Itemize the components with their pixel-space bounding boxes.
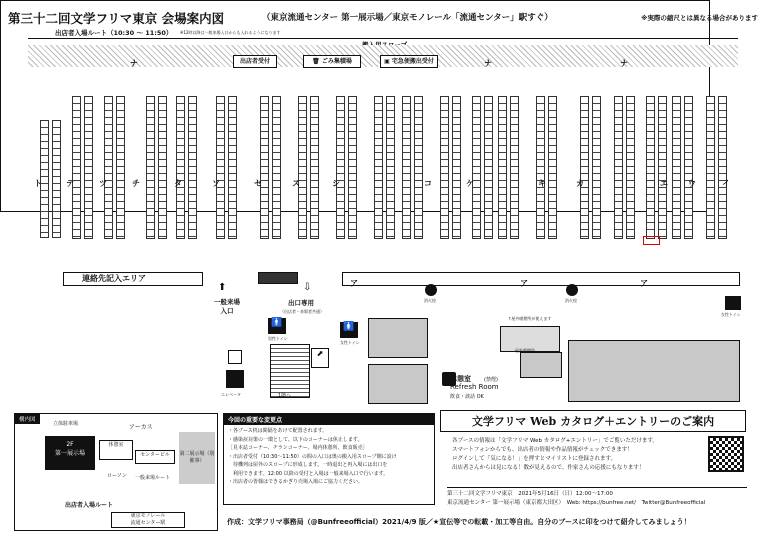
- elevator-icon: [226, 370, 244, 388]
- fire-hydrant-icon: [566, 284, 578, 296]
- package-icon: ▣: [384, 58, 390, 65]
- booth-column: [84, 96, 93, 239]
- booth-column: [298, 96, 307, 239]
- booth-column: [580, 96, 589, 239]
- pillar-block: [368, 318, 428, 358]
- credit-line: 作成：文学フリマ事務局（@Bunfreeofficial）2021/4/9 版／★宣伝等での転載・加工等自由。自分のブースに印をつけて紹介してみましょう！: [227, 518, 691, 526]
- toilet-icon: 🚺: [340, 322, 358, 338]
- booth-column: [414, 96, 423, 239]
- aisle-na-1: ナ: [130, 59, 138, 68]
- station-block: 東京モノレール 流通センター駅: [111, 512, 185, 528]
- booth-column: [684, 96, 693, 239]
- page-subtitle: （東京流通センター 第一展示場／東京モノレール「流通センター」駅すぐ）: [262, 13, 553, 23]
- event-name: 第三十二回文学フリマ東京: [447, 491, 513, 497]
- catalog-line: スマートフォンからでも、出店者の情報や作品情報がチェックできます！: [452, 447, 633, 453]
- entry-route-label: 出店者入場ルート（10:30 〜 11:50）: [55, 29, 173, 37]
- arcus-label: アーカス: [129, 424, 153, 431]
- female-toilet-label-2: 女性トイレ: [721, 312, 741, 317]
- notice-item: ・感染症対策の一環として、以下のコーナーは休止します。: [228, 436, 363, 443]
- booth-column: [310, 96, 319, 239]
- notice-box: [223, 413, 435, 505]
- booth-column: [176, 96, 185, 239]
- row-label: ツ: [99, 179, 107, 188]
- entry-note: ※12時以降は一般来場入口からも入れるようになります: [180, 30, 281, 35]
- booth-column: [440, 96, 449, 239]
- booth-column: [348, 96, 357, 239]
- booth-column: [536, 96, 545, 239]
- page-title: 第三十二回文学フリマ東京 会場案内図: [8, 11, 225, 26]
- trash-box: 🗑 ごみ集積場: [303, 55, 361, 68]
- area-minimap: [14, 413, 218, 531]
- booth-column: [658, 96, 667, 239]
- booth-column: [336, 96, 345, 239]
- row-label: エ: [660, 179, 668, 188]
- lower-booth-row: [342, 272, 740, 286]
- aisle-na-3: ナ: [620, 59, 628, 68]
- rest-block: 休憩室: [99, 440, 133, 460]
- smoking-label: 屋外喫煙所: [515, 348, 535, 353]
- rest-room-note: (禁煙): [484, 377, 498, 383]
- refresh-room-label: Refresh Room: [450, 383, 499, 391]
- booth-column: [72, 96, 81, 239]
- booth-column: [548, 96, 557, 239]
- catalog-line: ログインして「気になる！」を押すとマイリストに登録されます。: [452, 456, 617, 462]
- event-date: 2021年5月16日（日）12:00〜17:00: [518, 491, 613, 497]
- twitter-link[interactable]: Twitter@Bunfreeofficial: [641, 500, 706, 506]
- row-label: テ: [66, 179, 74, 188]
- booth-column: [272, 96, 281, 239]
- lawson-label: ローソン: [107, 473, 127, 479]
- down-arrow-icon: ⇩: [303, 282, 312, 293]
- center-building: センタービル: [135, 450, 175, 464]
- row-label: キ: [538, 179, 546, 188]
- aisle-a-3: ア: [640, 279, 648, 288]
- event-place: 東京流通センター 第一展示場（東京都大田区）: [447, 500, 562, 506]
- booth-column: [216, 96, 225, 239]
- booth-column: [706, 96, 715, 239]
- row-label: ケ: [466, 179, 474, 188]
- aisle-na-2: ナ: [484, 59, 492, 68]
- notice-item: 待機列は屋外のスロープに形成します。一時退出と再入場には出口を: [228, 462, 388, 468]
- fire-hydrant-icon: [425, 284, 437, 296]
- fire-hydrant-label: 消火栓: [565, 298, 577, 303]
- entry-route-mini: 出店者入場ルート: [65, 502, 114, 509]
- booth-column: [146, 96, 155, 239]
- minimap-title: 構内図: [15, 414, 40, 424]
- row-label: ス: [292, 179, 300, 188]
- booth-column: [498, 96, 507, 239]
- notice-item: 利用できます。12:00 以降の受付と入場は一般来場入口で行います。: [228, 470, 389, 477]
- pillar-block: [568, 340, 740, 402]
- booth-column: [626, 96, 635, 239]
- row-label: セ: [254, 179, 262, 188]
- notice-item: ・出店者受付（10:30〜11:50）の間の入口は奥の搬入用スロープ側に設け: [228, 453, 397, 460]
- hall-block: 2F 第一展示場: [45, 436, 95, 470]
- booth-column: [402, 96, 411, 239]
- notice-item: ［見本誌コーナー、チラシコーナー、場内休憩所、飲食販売］: [228, 445, 368, 451]
- to-1f-label: 1階へ: [278, 393, 292, 399]
- row-label: タ: [174, 179, 182, 188]
- aisle-a-1: ア: [350, 279, 358, 288]
- booth-column: [116, 96, 125, 239]
- booth-column: [374, 96, 383, 239]
- escalator-icon: ⬈: [311, 348, 329, 368]
- booth-column: [672, 96, 681, 239]
- corner-block: [258, 272, 298, 284]
- web-link[interactable]: Web: https://bunfree.net/: [566, 500, 637, 506]
- toilet-icon: [725, 296, 741, 310]
- booth-column: [228, 96, 237, 239]
- trash-icon: 🗑: [312, 58, 320, 65]
- booth-column: [52, 120, 61, 238]
- pillar-block: [520, 352, 562, 378]
- toilet-icon: 🚹: [268, 318, 286, 334]
- rest-room-label: 休憩室: [450, 375, 471, 383]
- parking-label: 立体駐車場: [53, 421, 79, 427]
- elevator-label: エレベータ: [221, 392, 241, 397]
- booth-column: [158, 96, 167, 239]
- booth-column: [718, 96, 727, 239]
- row-label: イ: [722, 179, 730, 188]
- male-toilet-label: 男性トイレ: [268, 336, 288, 341]
- booth-column: [510, 96, 519, 239]
- general-route-label: 一般来場ルート: [135, 475, 171, 481]
- reception-box: 出店者受付: [233, 55, 277, 68]
- highlighted-booth: [643, 236, 660, 245]
- booth-column: [592, 96, 601, 239]
- row-label: ト: [34, 179, 42, 188]
- notice-item: ・各ブース机は間隔をあけて配置されます。: [228, 428, 328, 434]
- row-label: コ: [424, 179, 432, 188]
- catalog-body: [452, 437, 702, 473]
- event-info: [447, 487, 747, 508]
- catalog-line: 各ブースの情報は「文学フリマ Web カタログ+エントリー」でご覧いただけます。: [452, 438, 658, 444]
- refresh-room-note: 飲食・談話 OK: [450, 394, 484, 400]
- qr-code[interactable]: [708, 436, 744, 472]
- delivery-box: ▣ 宅急便搬出受付: [380, 55, 438, 68]
- up-arrow-icon: ⬆: [218, 282, 227, 293]
- row-label: チ: [132, 179, 140, 188]
- notice-heading: 今回の重要な変更点: [224, 414, 434, 425]
- aisle-a-2: ア: [520, 279, 528, 288]
- pillar-block: [368, 364, 428, 404]
- booth-column: [484, 96, 493, 239]
- catalog-heading: 文学フリマ Web カタログ＋エントリーのご案内: [440, 410, 746, 432]
- row-label: ウ: [688, 179, 696, 188]
- elevator-icon: [228, 350, 242, 364]
- female-toilet-label: 女性トイレ: [340, 340, 360, 345]
- stairs: [270, 344, 310, 398]
- second-hall: 第二展示場（別催事）: [179, 432, 215, 484]
- booth-column: [386, 96, 395, 239]
- catalog-line: 出店者さんからは見になる！数が見えるので、作家さんの応援にもなります！: [452, 465, 645, 471]
- exit-note: （出店者・来場者共通）: [280, 309, 324, 314]
- exit-only-label: 出口専用: [288, 299, 314, 307]
- booth-column: [614, 96, 623, 239]
- general-entrance-label: 一般来場入口: [214, 298, 240, 315]
- fire-hydrant-label: 消火栓: [424, 298, 436, 303]
- smoking-note: ↑屋外喫煙所が使えます: [508, 316, 552, 321]
- row-label: ソ: [212, 179, 220, 188]
- notice-item: ・出店者の皆様はできるかぎり売場入場にご協力ください。: [228, 479, 364, 485]
- row-label: シ: [332, 179, 340, 188]
- booth-column: [646, 96, 655, 239]
- row-label: カ: [576, 179, 584, 188]
- scale-note: ※実際の縮尺とは異なる場合があります: [641, 14, 758, 22]
- booth-column: [104, 96, 113, 239]
- booth-column: [452, 96, 461, 239]
- booth-column: [472, 96, 481, 239]
- booth-column: [260, 96, 269, 239]
- contact-area: 連絡先記入エリア: [63, 272, 203, 286]
- booth-column: [188, 96, 197, 239]
